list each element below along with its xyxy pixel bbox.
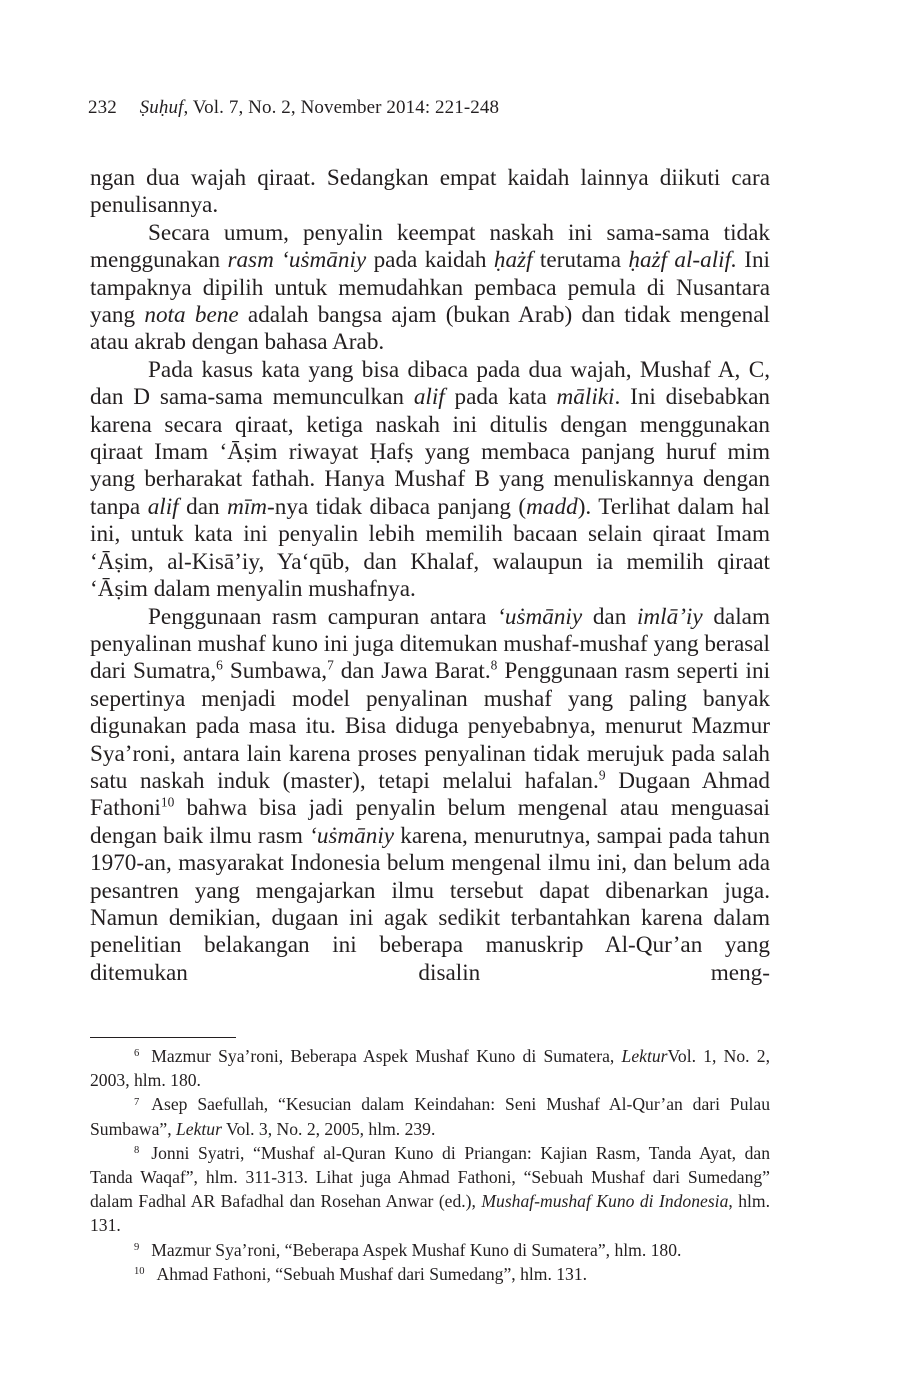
italic-term: rasm ‘uṡmāniy: [227, 247, 367, 274]
italic-term: Mushaf-mushaf Kuno di Indonesia: [481, 1191, 729, 1212]
footnote-number: 10: [134, 1266, 145, 1278]
italic-term: Lektur: [176, 1118, 222, 1139]
paragraph: [90, 220, 770, 357]
text-run: dan: [582, 603, 637, 630]
footnote-number: 9: [134, 1241, 140, 1253]
text-run: ngan dua wajah qiraat. Sedangkan empat kaidah lainnya diikuti cara penulisannya.: [90, 165, 770, 219]
body-text: [90, 165, 770, 987]
footnote: [90, 1238, 770, 1262]
italic-term: nota bene: [144, 302, 239, 329]
paragraph: [90, 604, 770, 988]
text-run: Sumbawa,: [222, 658, 328, 685]
text-run: pada kata: [444, 384, 557, 411]
text-run: Pada kasus kata yang bisa dibaca pada dua wajah, Mushaf A, C, dan D sama-sama memunculkan: [90, 356, 770, 411]
text-run: karena, menurutnya, sampai pada tahun 1970-an, masyarakat Indonesia belum mengenal ilmu ini, dan belum ada pesantren yang mengajarkan ilmu tersebut dapat dibenarkan juga. Namun demikian, dugaan ini agak sedikit terbantahkan karena dalam penelitian belakangan ini beberapa manuskrip Al-Qur’an yang ditemukan disalin meng-: [90, 822, 770, 986]
text-run: bahwa bisa jadi penyalin belum mengenal atau menguasai dengan baik ilmu rasm: [90, 795, 770, 849]
text-run: Vol. 1, No. 2, 2003, hlm. 180.: [90, 1046, 771, 1091]
italic-term: Lektur: [621, 1046, 668, 1066]
text-run: Mazmur Sya’roni, Beberapa Aspek Mushaf Kuno di Sumatera,: [151, 1046, 622, 1066]
journal-citation: , Vol. 7, No. 2, November 2014: 221-248: [183, 97, 500, 118]
footnote: [90, 1044, 770, 1092]
footnote-separator: [90, 1037, 236, 1038]
text-run: dan Jawa Barat.: [333, 658, 491, 685]
text-run: Ini tampaknya dipilih untuk memudahkan pembaca pemula di Nusantara yang: [90, 247, 770, 329]
text-run: Jonni Syatri, “Mushaf al-Quran Kuno di Priangan: Kajian Rasm, Tanda Ayat, dan Tanda Waqaf”, hlm. 311-313. Lihat juga Ahmad Fathoni, “Sebuah Mushaf dari Sumedang” dalam Fadhal AR Bafadhal dan Rosehan Anwar (ed.),: [90, 1142, 770, 1212]
footnote-reference: 7: [327, 657, 334, 673]
text-run: Ahmad Fathoni, “Sebuah Mushaf dari Sumedang”, hlm. 131.: [156, 1263, 588, 1284]
paragraph: [90, 165, 770, 220]
text-run: ). Terlihat dalam hal ini, untuk kata ini penyalin lebih memilih bacaan selain qiraat Imam ‘Āṣim, al-Kisā’iy, Ya‘qūb, dan Khalaf, walaupun ia memilih qiraat ‘Āṣim dalam menyalin mushafnya.: [90, 493, 770, 603]
italic-term: alif: [147, 493, 179, 520]
italic-term: mīm: [227, 493, 268, 520]
italic-term: ḥażf: [493, 247, 533, 274]
italic-term: ‘uṡmāniy: [309, 822, 395, 849]
italic-term: ḥażf al-alif.: [628, 247, 737, 274]
italic-term: māliki: [556, 384, 615, 411]
footnotes: [90, 1044, 770, 1286]
running-head: [88, 97, 499, 119]
text-run: . Ini disebabkan karena secara qiraat, ketiga naskah ini ditulis dengan menggunakan qiraat Imam ‘Āṣim riwayat Ḥafṣ yang membaca panjang huruf mim yang berharakat fathah. Hanya Mushaf B yang menuliskannya dengan tanpa: [90, 384, 770, 520]
italic-term: ‘uṡmāniy: [497, 603, 583, 630]
text-run: Mazmur Sya’roni, “Beberapa Aspek Mushaf Kuno di Sumatera”, hlm. 180.: [151, 1239, 682, 1260]
text-run: pada kaidah: [366, 247, 494, 274]
footnote-number: 7: [134, 1096, 140, 1108]
footnote-reference: 9: [598, 767, 606, 783]
text-run: -nya tidak dibaca panjang (: [267, 493, 527, 520]
paragraph: [90, 357, 770, 604]
italic-term: alif: [413, 384, 445, 411]
footnote: [90, 1092, 770, 1140]
italic-term: madd: [526, 493, 578, 520]
footnote-reference: 8: [490, 657, 498, 673]
footnote-number: 6: [134, 1048, 140, 1060]
text-run: Penggunaan rasm seperti ini sepertinya menjadi model penyalinan mushaf yang paling banyak digunakan pada masa itu. Bisa diduga penyebabnya, menurut Mazmur Sya’roni, antara lain karena proses penyalinan tidak merujuk pada salah satu naskah induk (master), tetapi melalui hafalan.: [90, 658, 771, 794]
text-run: Dugaan Ahmad Fathoni: [90, 767, 771, 822]
text-run: Secara umum, penyalin keempat naskah ini sama-sama tidak menggunakan: [90, 219, 770, 274]
journal-title: Ṣuḥuf: [139, 97, 184, 118]
text-run: , hlm. 131.: [90, 1191, 770, 1236]
footnote-reference: 10: [160, 795, 175, 811]
footnote: [90, 1141, 770, 1238]
footnote: [90, 1262, 770, 1286]
italic-term: imlā’iy: [636, 603, 703, 630]
text-run: dalam penyalinan mushaf kuno ini juga ditemukan mushaf-mushaf yang berasal dari Sumatra,: [90, 603, 770, 685]
text-run: dan: [178, 493, 228, 520]
text-run: terutama: [532, 247, 629, 274]
text-run: Vol. 3, No. 2, 2005, hlm. 239.: [221, 1118, 436, 1139]
text-run: adalah bangsa ajam (bukan Arab) dan tidak mengenal atau akrab dengan bahasa Arab.: [90, 302, 770, 356]
text-run: Penggunaan rasm campuran antara: [148, 603, 498, 630]
text-run: Asep Saefullah, “Kesucian dalam Keindahan: Seni Mushaf Al-Qur’an dari Pulau Sumbawa”,: [90, 1094, 770, 1139]
footnote-number: 8: [134, 1145, 140, 1157]
page-number: 232: [88, 97, 117, 118]
footnote-reference: 6: [216, 657, 223, 673]
